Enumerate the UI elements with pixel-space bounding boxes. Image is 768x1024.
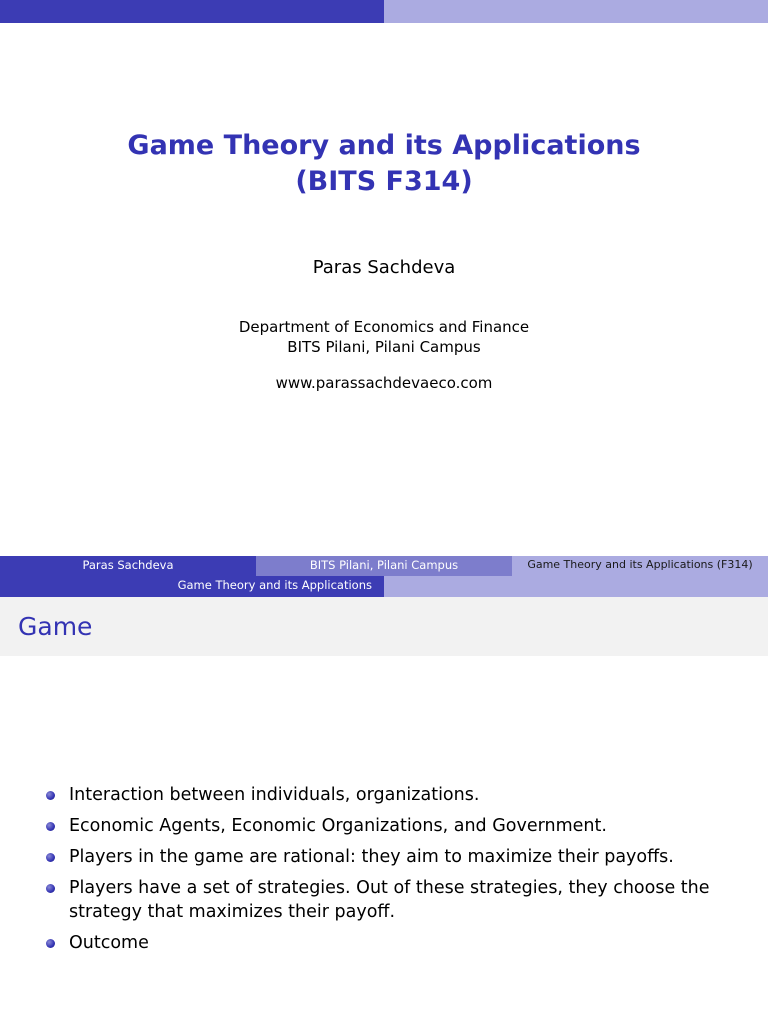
section-bar-dark bbox=[0, 576, 384, 597]
bullet-text: Outcome bbox=[69, 933, 149, 953]
title-line-2: (BITS F314) bbox=[295, 166, 473, 197]
institute-line-2: BITS Pilani, Pilani Campus bbox=[287, 338, 481, 356]
bullet-icon bbox=[46, 791, 55, 800]
header-bar bbox=[0, 0, 768, 23]
list-item bbox=[0, 814, 768, 838]
bullet-icon bbox=[46, 939, 55, 948]
frame-title: Game bbox=[18, 612, 93, 641]
bullet-icon bbox=[46, 822, 55, 831]
section-bar bbox=[0, 576, 768, 597]
presentation-title bbox=[0, 128, 768, 200]
bullet-text: Interaction between individuals, organizations. bbox=[69, 785, 480, 805]
title-line-1: Game Theory and its Applications bbox=[127, 130, 641, 161]
author-name: Paras Sachdeva bbox=[312, 257, 456, 278]
footer-author: Paras Sachdeva bbox=[0, 556, 256, 576]
header-bar-light bbox=[384, 0, 768, 23]
list-item bbox=[0, 845, 768, 869]
bullet-text: Players in the game are rational: they aim to maximize their payoffs. bbox=[69, 847, 674, 867]
list-item bbox=[0, 876, 768, 924]
institute-line-1: Department of Economics and Finance bbox=[238, 318, 530, 336]
bullet-icon bbox=[46, 884, 55, 893]
section-name: Game Theory and its Applications bbox=[177, 578, 372, 592]
list-item bbox=[0, 783, 768, 807]
institute bbox=[0, 317, 768, 357]
footer-course: Game Theory and its Applications (F314) bbox=[512, 556, 768, 576]
list-item bbox=[0, 931, 768, 955]
bullet-icon bbox=[46, 853, 55, 862]
bullet-text: Economic Agents, Economic Organizations, and Government. bbox=[69, 816, 607, 836]
bullet-list bbox=[0, 783, 768, 962]
header-bar-dark bbox=[0, 0, 384, 23]
website-url: www.parassachdevaeco.com bbox=[275, 374, 493, 392]
frame-title-background bbox=[0, 597, 768, 656]
section-bar-light bbox=[384, 576, 768, 597]
slide-footer bbox=[0, 556, 768, 576]
footer-institute: BITS Pilani, Pilani Campus bbox=[256, 556, 512, 576]
bullet-text: Players have a set of strategies. Out of these strategies, they choose the strategy that maximizes their payoff. bbox=[69, 878, 710, 922]
